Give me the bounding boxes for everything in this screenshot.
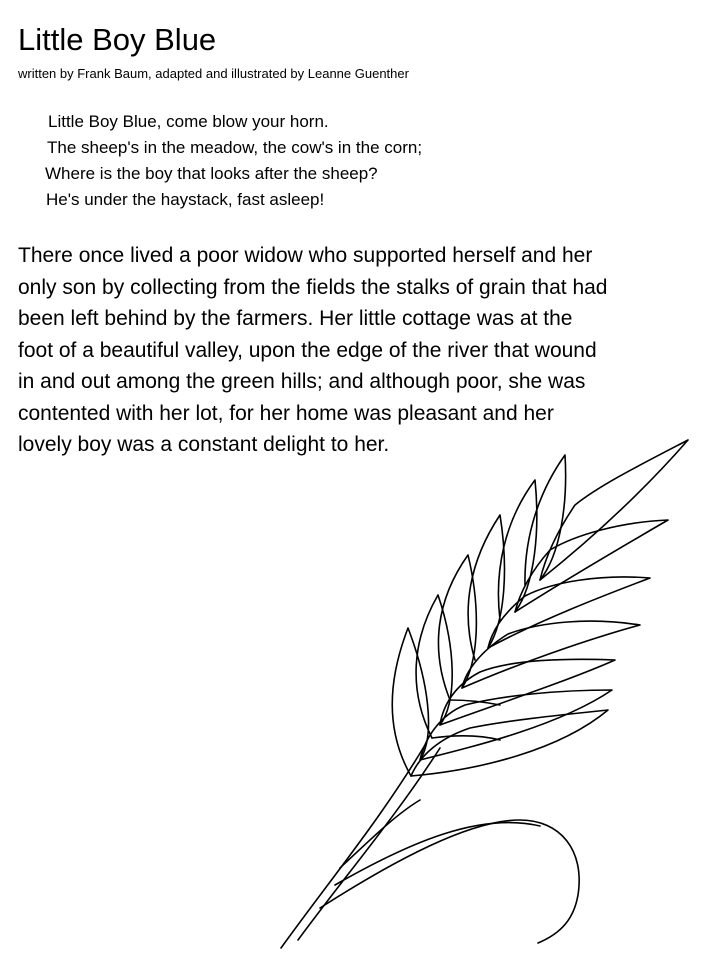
wheat-leaf	[335, 823, 540, 885]
wheat-stem	[281, 745, 425, 948]
wheat-grain	[540, 440, 688, 580]
story-line: only son by collecting from the fields the stalks of grain that had	[18, 275, 608, 299]
story-line: lovely boy was a constant delight to her.	[18, 433, 390, 456]
story-line: been left behind by the farmers. Her little cottage was at the	[18, 307, 573, 330]
wheat-grain	[440, 659, 615, 725]
poem-line: The sheep's in the meadow, the cow's in the corn;	[47, 138, 423, 157]
wheat-leaf	[320, 820, 579, 943]
byline: written by Frank Baum, adapted and illustrated by Leanne Guenther	[18, 66, 409, 81]
wheat-stem	[298, 748, 440, 940]
story-line: There once lived a poor widow who supported herself and her	[18, 244, 593, 267]
poem-line: Little Boy Blue, come blow your horn.	[48, 112, 329, 131]
wheat-grain	[392, 628, 428, 776]
wheat-grain	[488, 577, 650, 648]
wheat-grain	[515, 520, 668, 612]
story-line: contented with her lot, for her home was pleasant and her	[18, 401, 554, 425]
poem-line: He's under the haystack, fast asleep!	[46, 190, 325, 209]
story-line: foot of a beautiful valley, upon the edge of the river that wound	[18, 338, 597, 362]
wheat-grain	[525, 455, 566, 585]
poem-line: Where is the boy that looks after the sheep?	[45, 164, 378, 183]
wheat-grain	[462, 621, 640, 688]
page-title: Little Boy Blue	[18, 22, 217, 57]
wheat-grain	[432, 736, 500, 740]
story-line: in and out among the green hills; and although poor, she was	[18, 370, 586, 393]
